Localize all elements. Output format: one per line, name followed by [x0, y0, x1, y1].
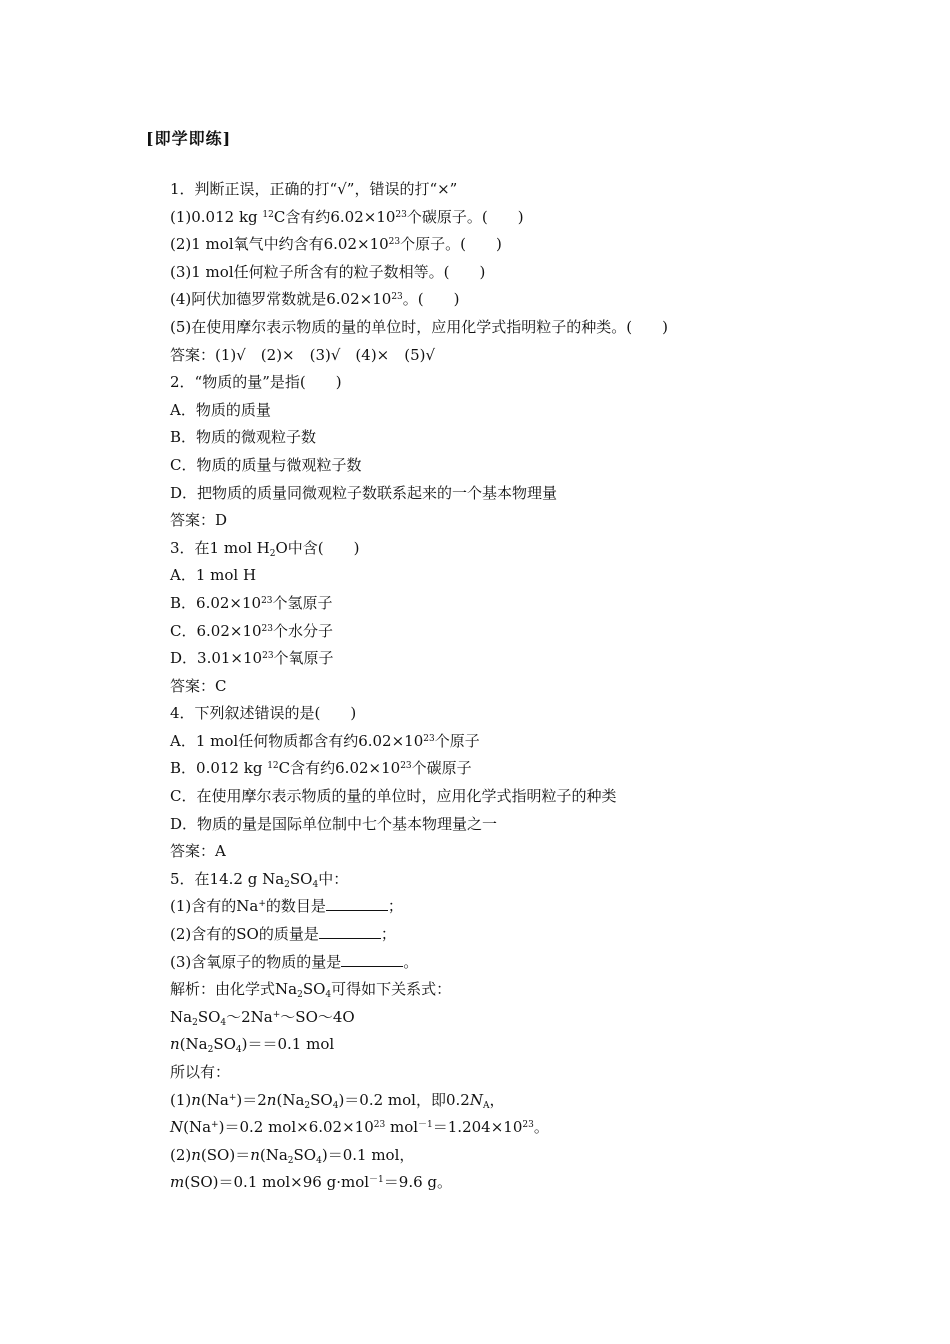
- q5-step-2b: m(SO)＝0.1 mol×96 g·mol$^{-1}$＝9.6 g。: [170, 1173, 453, 1192]
- q2-option-c: C．物质的质量与微观粒子数: [170, 455, 362, 474]
- q5-sub-3: (3)含氧原子的物质的量是 。: [170, 952, 419, 971]
- q1-item-5: (5)在使用摩尔表示物质的量的单位时，应用化学式指明粒子的种类。( ): [170, 317, 668, 336]
- q5-sub-2: (2)含有的SO的质量是 ；: [170, 925, 396, 944]
- q4-answer: 答案：A: [170, 842, 226, 861]
- q3-option-b: B．$6.02\times 10^{23}$个氢原子: [170, 593, 333, 612]
- q2-option-d: D．把物质的质量同微观粒子数联系起来的一个基本物理量: [170, 483, 558, 502]
- q1-answer: 答案：(1)√ (2)× (3)√ (4)× (5)√: [170, 345, 436, 364]
- q3-option-d: D．$3.01\times 10^{23}$个氧原子: [170, 649, 334, 668]
- q5-sub-1: (1)含有的Na+的数目是 ；: [170, 897, 403, 916]
- q1-item-2: (2)1 mol氧气中约含有$6.02\times 10^{23}$个原子。( ): [170, 235, 502, 254]
- q2-answer: 答案：D: [170, 511, 228, 530]
- q5-relation: $Na_2SO_4\sim 2Na^+\sim SO\sim 4O$: [170, 1007, 355, 1028]
- q3-stem: 3．在1 mol $H_2O$中含( ): [170, 538, 360, 559]
- q3-option-a: A．1 mol H: [170, 566, 257, 585]
- answer-blank[interactable]: [341, 952, 403, 967]
- q5-analysis: 解析：由化学式$Na_2SO_4$可得如下关系式：: [170, 980, 452, 1001]
- q4-option-d: D．物质的量是国际单位制中七个基本物理量之一: [170, 814, 498, 833]
- answer-blank[interactable]: [319, 924, 381, 939]
- q3-option-c: C．$6.02\times 10^{23}$个水分子: [170, 621, 333, 640]
- q1-item-1: (1)0.012 kg $^{12}$C含有约$6.02\times 10^{23}$个碳原子。( ): [170, 207, 524, 226]
- exercise-content: [170, 176, 890, 1197]
- q2-option-a: A．物质的质量: [170, 400, 271, 419]
- section-title: [即学即练]: [146, 129, 232, 148]
- answer-blank[interactable]: [326, 896, 388, 911]
- q5-step-2a: $(2)n(SO)=n(Na_2SO_4)=0.1$ mol，: [170, 1145, 415, 1166]
- q1-item-3: (3)1 mol任何粒子所含有的粒子数相等。( ): [170, 262, 486, 281]
- q2-option-b: B．物质的微观粒子数: [170, 428, 317, 447]
- q1-stem: 1．判断正误，正确的打“√”，错误的打“×”: [170, 180, 458, 198]
- q5-so: 所以有：: [170, 1063, 231, 1081]
- q4-option-b: B．0.012 kg $^{12}$C含有约$6.02\times 10^{23}$个碳原子: [170, 759, 472, 778]
- q5-step-1b: N(Na+)＝0.2 $mol\times 6.02\times 10^{23}$ $mol^{-1}=1.204\times 10^{23}$。: [170, 1118, 549, 1137]
- q5-n-line: $n(Na_2SO_4)==0.1$ mol: [170, 1035, 335, 1056]
- q4-stem: 4．下列叙述错误的是( ): [170, 704, 357, 723]
- q1-item-4: (4)阿伏加德罗常数就是$6.02\times 10^{23}$。( ): [170, 290, 460, 309]
- q3-answer: 答案：C: [170, 676, 227, 695]
- q2-stem: 2．“物质的量”是指( ): [170, 373, 342, 392]
- q5-stem: 5．在14.2 g $Na_2SO_4$中：: [170, 869, 349, 890]
- q4-option-a: A．1 mol任何物质都含有约$6.02\times 10^{23}$个原子: [170, 731, 480, 750]
- q5-step-1a: $(1)n(Na^+)=2n(Na_2SO_4)=0.2$ mol，即$0.2N_A$，: [170, 1090, 505, 1111]
- q4-option-c: C．在使用摩尔表示物质的量的单位时，应用化学式指明粒子的种类: [170, 787, 617, 806]
